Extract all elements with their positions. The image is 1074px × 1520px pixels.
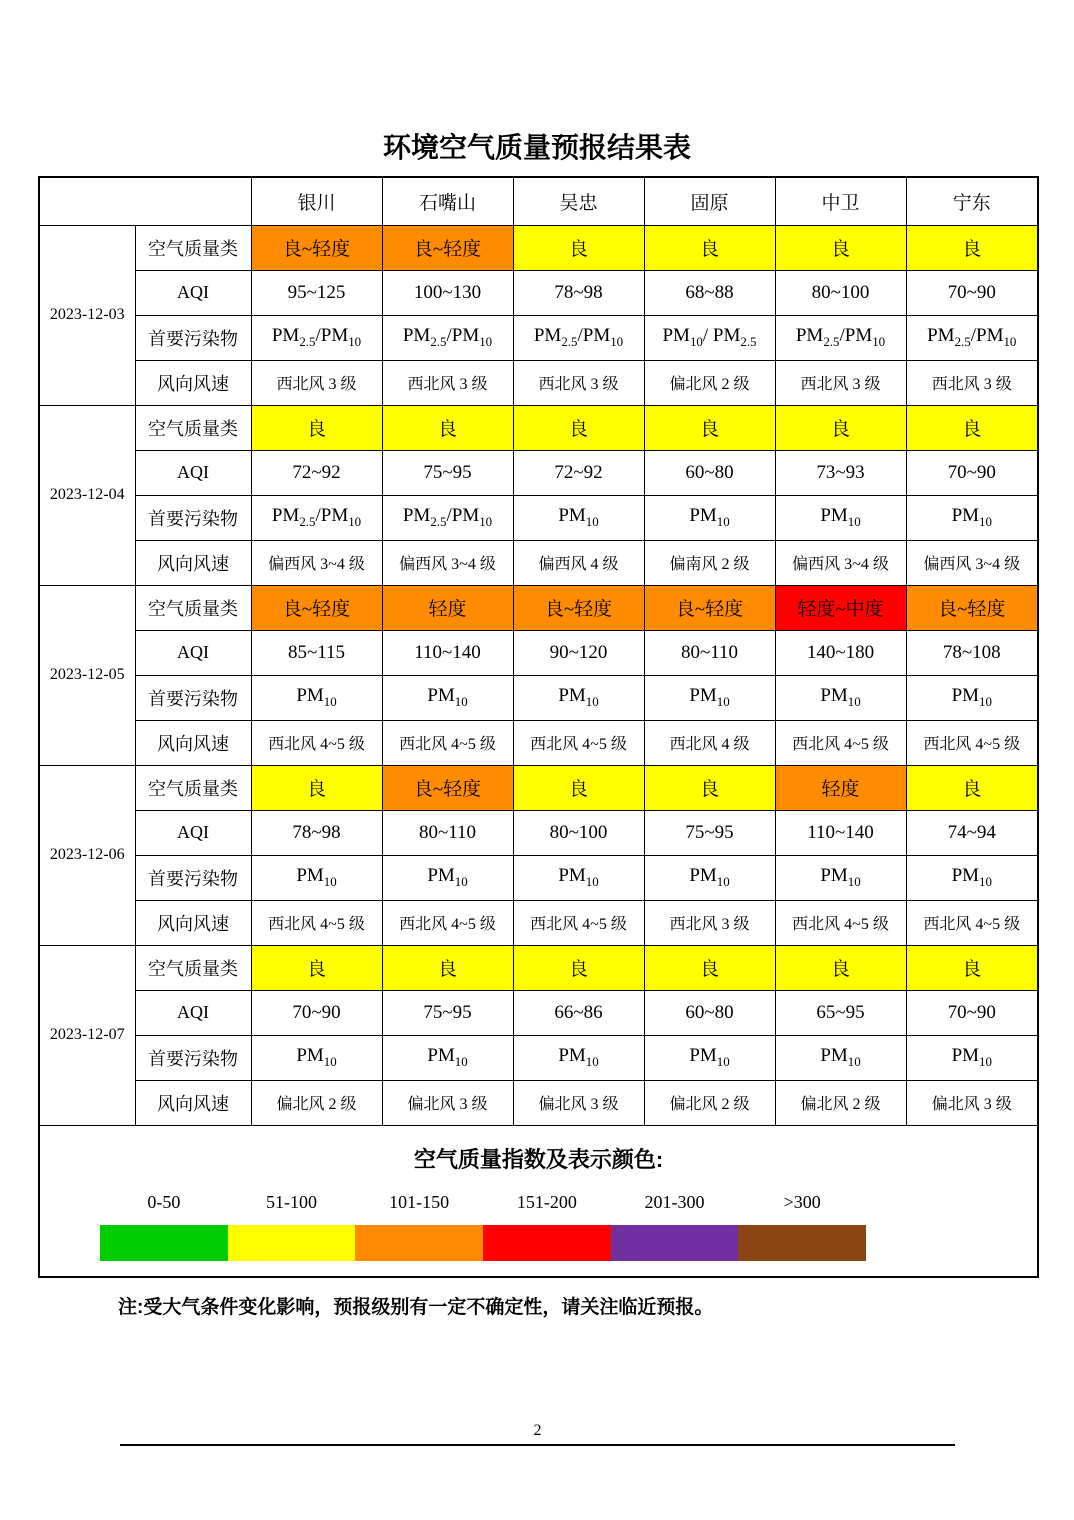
aqi-cell: 80~100 [775, 270, 906, 315]
row-label: AQI [135, 990, 251, 1035]
forecast-row [39, 585, 1038, 630]
aqi-cell: 66~86 [513, 990, 644, 1035]
forecast-row [39, 720, 1038, 765]
pollutants-cell: $PM_{10}$ [513, 855, 644, 900]
pollutants-cell: $PM_{2.5}/PM_{10}$ [906, 315, 1038, 360]
air-quality-category-cell: 轻度 [382, 585, 513, 630]
pollutants-cell: $PM_{10}$ [906, 1035, 1038, 1080]
page-title: 环境空气质量预报结果表 [382, 133, 691, 164]
wind-cell: 西北风 3 级 [775, 360, 906, 405]
air-quality-category-cell: 良~轻度 [382, 765, 513, 810]
wind-cell: 偏北风 3 级 [906, 1080, 1038, 1125]
legend-title: 空气质量指数及表示颜色: [413, 1146, 664, 1172]
legend-range-labels [100, 1192, 866, 1213]
air-quality-category-cell: 良 [644, 225, 775, 270]
row-label: AQI [135, 810, 251, 855]
row-label: AQI [135, 450, 251, 495]
aqi-cell: 80~110 [644, 630, 775, 675]
aqi-cell: 73~93 [775, 450, 906, 495]
wind-cell: 西北风 4~5 级 [382, 720, 513, 765]
air-quality-category-cell: 良 [906, 765, 1038, 810]
pollutants-cell: $PM_{10}$ [382, 855, 513, 900]
wind-cell: 偏北风 2 级 [644, 360, 775, 405]
air-quality-category-cell: 良~轻度 [251, 225, 382, 270]
row-label: 风向风速 [135, 360, 251, 405]
forecast-row [39, 495, 1038, 540]
air-quality-category-cell: 良~轻度 [906, 585, 1038, 630]
aqi-cell: 75~95 [644, 810, 775, 855]
legend-bar [100, 1192, 866, 1261]
wind-cell: 偏北风 2 级 [251, 1080, 382, 1125]
pollutants-cell: $PM_{10}$ [513, 675, 644, 720]
pollutants-cell: $PM_{10}$ [251, 1035, 382, 1080]
date-cell: 2023-12-05 [39, 585, 135, 765]
forecast-row [39, 675, 1038, 720]
legend-color-swatch [611, 1225, 739, 1261]
row-label: 空气质量类 [135, 945, 251, 990]
aqi-cell: 110~140 [382, 630, 513, 675]
page-footer [120, 1422, 955, 1446]
forecast-row [39, 810, 1038, 855]
pollutants-cell: $PM_{10}$ [513, 495, 644, 540]
wind-cell: 偏西风 3~4 级 [251, 540, 382, 585]
city-header: 宁东 [906, 177, 1038, 225]
row-label: AQI [135, 270, 251, 315]
corner-cell [39, 177, 251, 225]
aqi-cell: 60~80 [644, 450, 775, 495]
wind-cell: 西北风 4~5 级 [251, 900, 382, 945]
air-quality-category-cell: 良~轻度 [644, 585, 775, 630]
city-header: 固原 [644, 177, 775, 225]
legend-range-label: >300 [783, 1191, 821, 1212]
wind-cell: 西北风 4~5 级 [906, 900, 1038, 945]
aqi-cell: 75~95 [382, 990, 513, 1035]
pollutants-cell: $PM_{2.5}/PM_{10}$ [251, 495, 382, 540]
air-quality-category-cell: 良 [513, 765, 644, 810]
forecast-row [39, 315, 1038, 360]
aqi-cell: 90~120 [513, 630, 644, 675]
pollutants-cell: $PM_{10}/$ $PM_{2.5}$ [644, 315, 775, 360]
wind-cell: 西北风 4 级 [644, 720, 775, 765]
aqi-cell: 80~110 [382, 810, 513, 855]
aqi-cell: 60~80 [644, 990, 775, 1035]
aqi-cell: 70~90 [906, 990, 1038, 1035]
pollutants-cell: $PM_{10}$ [382, 675, 513, 720]
forecast-row [39, 225, 1038, 270]
forecast-row [39, 765, 1038, 810]
footnote: 注:受大气条件变化影响，预报级别有一定不确定性，请关注临近预报。 [118, 1297, 714, 1318]
row-label: 风向风速 [135, 900, 251, 945]
aqi-cell: 140~180 [775, 630, 906, 675]
wind-cell: 偏西风 3~4 级 [382, 540, 513, 585]
wind-cell: 西北风 3 级 [513, 360, 644, 405]
pollutants-cell: $PM_{10}$ [644, 495, 775, 540]
wind-cell: 西北风 4~5 级 [251, 720, 382, 765]
air-quality-category-cell: 良 [906, 225, 1038, 270]
air-quality-category-cell: 良 [251, 765, 382, 810]
wind-cell: 西北风 4~5 级 [513, 720, 644, 765]
legend-color-swatch [100, 1225, 228, 1261]
forecast-table [38, 176, 1039, 1278]
city-header: 吴忠 [513, 177, 644, 225]
forecast-row [39, 360, 1038, 405]
wind-cell: 偏西风 3~4 级 [906, 540, 1038, 585]
pollutants-cell: $PM_{10}$ [775, 675, 906, 720]
aqi-cell: 68~88 [644, 270, 775, 315]
legend-range-label: 101-150 [389, 1191, 450, 1212]
legend-row [39, 1125, 1038, 1277]
wind-cell: 西北风 3 级 [644, 900, 775, 945]
row-label: 空气质量类 [135, 765, 251, 810]
air-quality-category-cell: 良 [644, 405, 775, 450]
aqi-cell: 95~125 [251, 270, 382, 315]
pollutants-cell: $PM_{10}$ [644, 855, 775, 900]
air-quality-category-cell: 良 [906, 405, 1038, 450]
forecast-row [39, 630, 1038, 675]
legend-range-label: 201-300 [644, 1191, 705, 1212]
wind-cell: 偏北风 2 级 [644, 1080, 775, 1125]
aqi-cell: 85~115 [251, 630, 382, 675]
legend-cell [39, 1125, 1038, 1277]
pollutants-cell: $PM_{2.5}/PM_{10}$ [251, 315, 382, 360]
forecast-row [39, 990, 1038, 1035]
air-quality-category-cell: 良 [513, 405, 644, 450]
wind-cell: 偏北风 3 级 [513, 1080, 644, 1125]
page-number: 2 [533, 1422, 542, 1439]
pollutants-cell: $PM_{2.5}/PM_{10}$ [382, 315, 513, 360]
forecast-row [39, 405, 1038, 450]
air-quality-category-cell: 良~轻度 [513, 585, 644, 630]
air-quality-category-cell: 良 [382, 405, 513, 450]
pollutants-cell: $PM_{10}$ [644, 675, 775, 720]
pollutants-cell: $PM_{10}$ [644, 1035, 775, 1080]
forecast-row [39, 855, 1038, 900]
row-label: 首要污染物 [135, 495, 251, 540]
city-header: 石嘴山 [382, 177, 513, 225]
air-quality-category-cell: 良~轻度 [251, 585, 382, 630]
air-quality-category-cell: 良 [644, 945, 775, 990]
forecast-row [39, 270, 1038, 315]
aqi-cell: 72~92 [251, 450, 382, 495]
wind-cell: 西北风 3 级 [251, 360, 382, 405]
air-quality-category-cell: 良 [906, 945, 1038, 990]
date-cell: 2023-12-06 [39, 765, 135, 945]
air-quality-category-cell: 良 [382, 945, 513, 990]
legend-color-swatch [738, 1225, 866, 1261]
city-header: 中卫 [775, 177, 906, 225]
city-header: 银川 [251, 177, 382, 225]
row-label: 空气质量类 [135, 225, 251, 270]
forecast-row [39, 540, 1038, 585]
aqi-cell: 80~100 [513, 810, 644, 855]
pollutants-cell: $PM_{10}$ [906, 495, 1038, 540]
air-quality-category-cell: 良 [644, 765, 775, 810]
air-quality-category-cell: 良~轻度 [382, 225, 513, 270]
aqi-cell: 70~90 [251, 990, 382, 1035]
air-quality-category-cell: 良 [251, 945, 382, 990]
pollutants-cell: $PM_{10}$ [251, 675, 382, 720]
pollutants-cell: $PM_{2.5}/PM_{10}$ [382, 495, 513, 540]
row-label: 空气质量类 [135, 585, 251, 630]
aqi-cell: 70~90 [906, 450, 1038, 495]
date-cell: 2023-12-07 [39, 945, 135, 1125]
wind-cell: 西北风 4~5 级 [775, 900, 906, 945]
row-label: AQI [135, 630, 251, 675]
pollutants-cell: $PM_{10}$ [906, 855, 1038, 900]
aqi-cell: 65~95 [775, 990, 906, 1035]
aqi-cell: 72~92 [513, 450, 644, 495]
row-label: 首要污染物 [135, 855, 251, 900]
air-quality-category-cell: 良 [251, 405, 382, 450]
forecast-row [39, 450, 1038, 495]
wind-cell: 西北风 3 级 [906, 360, 1038, 405]
row-label: 首要污染物 [135, 1035, 251, 1080]
air-quality-category-cell: 良 [775, 405, 906, 450]
legend-color-swatches [100, 1225, 866, 1261]
wind-cell: 偏西风 3~4 级 [775, 540, 906, 585]
pollutants-cell: $PM_{10}$ [251, 855, 382, 900]
wind-cell: 西北风 4~5 级 [775, 720, 906, 765]
legend-range-label: 51-100 [266, 1191, 317, 1212]
aqi-cell: 78~108 [906, 630, 1038, 675]
air-quality-category-cell: 轻度 [775, 765, 906, 810]
aqi-cell: 100~130 [382, 270, 513, 315]
row-label: 首要污染物 [135, 675, 251, 720]
pollutants-cell: $PM_{10}$ [775, 855, 906, 900]
wind-cell: 偏西风 4 级 [513, 540, 644, 585]
forecast-row [39, 1035, 1038, 1080]
forecast-row [39, 900, 1038, 945]
aqi-cell: 78~98 [513, 270, 644, 315]
wind-cell: 偏南风 2 级 [644, 540, 775, 585]
pollutants-cell: $PM_{10}$ [382, 1035, 513, 1080]
legend-color-swatch [483, 1225, 611, 1261]
legend-range-label: 151-200 [516, 1191, 577, 1212]
air-quality-category-cell: 良 [775, 945, 906, 990]
pollutants-cell: $PM_{10}$ [906, 675, 1038, 720]
air-quality-category-cell: 良 [513, 945, 644, 990]
legend-color-swatch [355, 1225, 483, 1261]
pollutants-cell: $PM_{10}$ [775, 495, 906, 540]
aqi-cell: 70~90 [906, 270, 1038, 315]
air-quality-category-cell: 良 [775, 225, 906, 270]
forecast-row [39, 1080, 1038, 1125]
pollutants-cell: $PM_{10}$ [513, 1035, 644, 1080]
aqi-cell: 78~98 [251, 810, 382, 855]
pollutants-cell: $PM_{10}$ [775, 1035, 906, 1080]
row-label: 首要污染物 [135, 315, 251, 360]
air-quality-category-cell: 轻度~中度 [775, 585, 906, 630]
wind-cell: 西北风 4~5 级 [382, 900, 513, 945]
date-cell: 2023-12-04 [39, 405, 135, 585]
city-header-row [39, 177, 1038, 225]
wind-cell: 西北风 3 级 [382, 360, 513, 405]
wind-cell: 西北风 4~5 级 [906, 720, 1038, 765]
row-label: 风向风速 [135, 720, 251, 765]
pollutants-cell: $PM_{2.5}/PM_{10}$ [513, 315, 644, 360]
legend-range-label: 0-50 [147, 1191, 181, 1212]
row-label: 风向风速 [135, 1080, 251, 1125]
date-cell: 2023-12-03 [39, 225, 135, 405]
aqi-cell: 110~140 [775, 810, 906, 855]
aqi-cell: 75~95 [382, 450, 513, 495]
aqi-cell: 74~94 [906, 810, 1038, 855]
legend-color-swatch [228, 1225, 356, 1261]
pollutants-cell: $PM_{2.5}/PM_{10}$ [775, 315, 906, 360]
row-label: 风向风速 [135, 540, 251, 585]
wind-cell: 偏北风 2 级 [775, 1080, 906, 1125]
forecast-row [39, 945, 1038, 990]
wind-cell: 偏北风 3 级 [382, 1080, 513, 1125]
air-quality-category-cell: 良 [513, 225, 644, 270]
wind-cell: 西北风 4~5 级 [513, 900, 644, 945]
row-label: 空气质量类 [135, 405, 251, 450]
